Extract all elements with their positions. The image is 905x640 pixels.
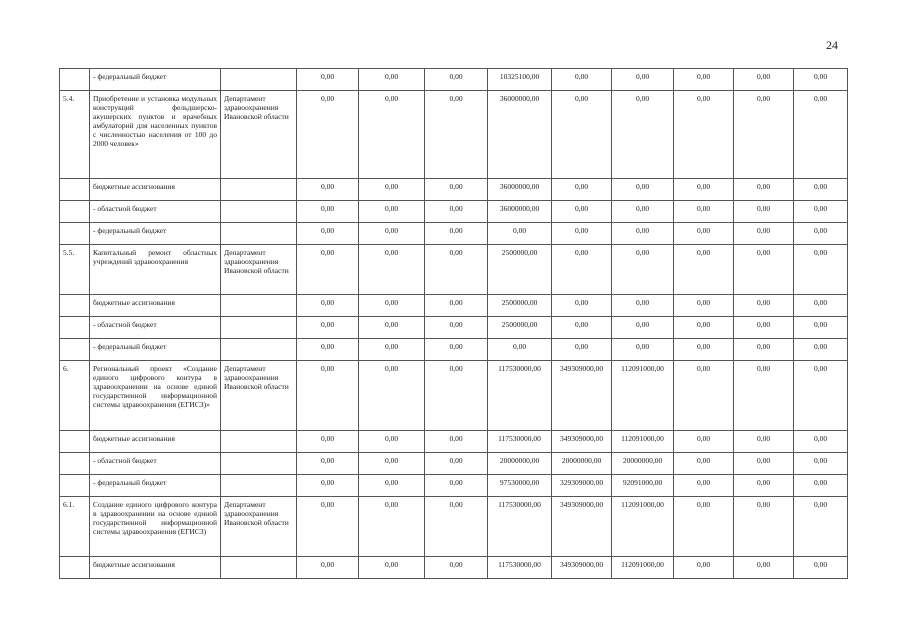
- value-cell: 0,00: [612, 223, 674, 245]
- value-cell: 10325100,00: [488, 69, 552, 91]
- value-cell: 117530000,00: [488, 557, 552, 579]
- value-cell: 0,00: [674, 223, 734, 245]
- value-cell: 0,00: [674, 339, 734, 361]
- value-cell: 0,00: [734, 69, 794, 91]
- value-cell: 112091000,00: [612, 497, 674, 557]
- executor-cell: [221, 475, 297, 497]
- table-row: [60, 69, 848, 91]
- value-cell: 0,00: [359, 69, 425, 91]
- value-cell: 0,00: [297, 475, 359, 497]
- value-cell: 0,00: [674, 91, 734, 179]
- value-cell: 112091000,00: [612, 557, 674, 579]
- value-cell: 329309000,00: [552, 475, 612, 497]
- value-cell: 0,00: [297, 179, 359, 201]
- value-cell: 0,00: [359, 361, 425, 431]
- value-cell: 0,00: [359, 295, 425, 317]
- row-number-cell: [60, 475, 90, 497]
- table-row: [60, 475, 848, 497]
- value-cell: 0,00: [674, 497, 734, 557]
- value-cell: 0,00: [794, 361, 848, 431]
- value-cell: 0,00: [734, 317, 794, 339]
- value-cell: 0,00: [359, 339, 425, 361]
- row-number-cell: [60, 223, 90, 245]
- table-row: [60, 223, 848, 245]
- row-name-cell: - федеральный бюджет: [90, 223, 221, 245]
- value-cell: 0,00: [734, 431, 794, 453]
- value-cell: 0,00: [297, 69, 359, 91]
- value-cell: 0,00: [612, 339, 674, 361]
- budget-table: [59, 68, 848, 579]
- table-row: [60, 245, 848, 295]
- row-name-cell: - федеральный бюджет: [90, 475, 221, 497]
- value-cell: 0,00: [794, 557, 848, 579]
- row-name-cell: Капитальный ремонт областных учреждений здравоохранения: [90, 245, 221, 295]
- row-name-cell: - федеральный бюджет: [90, 339, 221, 361]
- page-number: 24: [826, 38, 838, 52]
- value-cell: 0,00: [734, 245, 794, 295]
- row-number-cell: [60, 69, 90, 91]
- value-cell: 112091000,00: [612, 361, 674, 431]
- executor-cell: Департамент здравоохранения Ивановской области: [221, 361, 297, 431]
- row-name-cell: бюджетные ассигнования: [90, 431, 221, 453]
- value-cell: 349309000,00: [552, 497, 612, 557]
- executor-cell: Департамент здравоохранения Ивановской области: [221, 245, 297, 295]
- value-cell: 0,00: [425, 245, 488, 295]
- value-cell: 0,00: [297, 317, 359, 339]
- value-cell: 349309000,00: [552, 557, 612, 579]
- value-cell: 2500000,00: [488, 295, 552, 317]
- value-cell: 0,00: [425, 339, 488, 361]
- value-cell: 0,00: [674, 295, 734, 317]
- row-name-cell: бюджетные ассигнования: [90, 295, 221, 317]
- table-row: [60, 497, 848, 557]
- executor-cell: [221, 453, 297, 475]
- table-row: [60, 557, 848, 579]
- value-cell: 0,00: [794, 91, 848, 179]
- value-cell: 0,00: [552, 317, 612, 339]
- row-number-cell: [60, 453, 90, 475]
- table-row: [60, 339, 848, 361]
- value-cell: 0,00: [734, 361, 794, 431]
- value-cell: 0,00: [552, 339, 612, 361]
- value-cell: 0,00: [794, 475, 848, 497]
- value-cell: 0,00: [674, 431, 734, 453]
- row-name-cell: бюджетные ассигнования: [90, 179, 221, 201]
- executor-cell: Департамент здравоохранения Ивановской области: [221, 91, 297, 179]
- value-cell: 36000000,00: [488, 201, 552, 223]
- value-cell: 0,00: [425, 201, 488, 223]
- value-cell: 0,00: [425, 557, 488, 579]
- value-cell: 0,00: [359, 497, 425, 557]
- value-cell: 0,00: [297, 91, 359, 179]
- value-cell: 0,00: [488, 223, 552, 245]
- row-name-cell: - областной бюджет: [90, 453, 221, 475]
- value-cell: 0,00: [297, 245, 359, 295]
- value-cell: 0,00: [674, 179, 734, 201]
- value-cell: 0,00: [734, 223, 794, 245]
- table-row: [60, 453, 848, 475]
- value-cell: 0,00: [297, 223, 359, 245]
- executor-cell: [221, 223, 297, 245]
- value-cell: 0,00: [297, 201, 359, 223]
- value-cell: 0,00: [552, 223, 612, 245]
- value-cell: 0,00: [359, 431, 425, 453]
- table-row: [60, 431, 848, 453]
- row-number-cell: 5.4.: [60, 91, 90, 179]
- value-cell: 0,00: [359, 91, 425, 179]
- table-body: [60, 69, 848, 579]
- value-cell: 0,00: [734, 179, 794, 201]
- value-cell: 0,00: [612, 245, 674, 295]
- value-cell: 36000000,00: [488, 179, 552, 201]
- value-cell: 0,00: [359, 317, 425, 339]
- value-cell: 117530000,00: [488, 361, 552, 431]
- value-cell: 349309000,00: [552, 431, 612, 453]
- value-cell: 20000000,00: [552, 453, 612, 475]
- value-cell: 0,00: [674, 201, 734, 223]
- value-cell: 0,00: [612, 91, 674, 179]
- executor-cell: [221, 69, 297, 91]
- row-name-cell: Региональный проект «Создание единого цифрового контура в здравоохранении на основе единой государственной информационной системы здравоохранения (ЕГИСЗ)»: [90, 361, 221, 431]
- value-cell: 92091000,00: [612, 475, 674, 497]
- value-cell: 0,00: [734, 91, 794, 179]
- value-cell: 0,00: [612, 201, 674, 223]
- row-number-cell: [60, 339, 90, 361]
- row-number-cell: [60, 295, 90, 317]
- value-cell: 0,00: [734, 557, 794, 579]
- value-cell: 0,00: [794, 317, 848, 339]
- value-cell: 0,00: [794, 201, 848, 223]
- table-row: [60, 91, 848, 179]
- value-cell: 112091000,00: [612, 431, 674, 453]
- row-name-cell: бюджетные ассигнования: [90, 557, 221, 579]
- value-cell: 117530000,00: [488, 497, 552, 557]
- value-cell: 0,00: [425, 295, 488, 317]
- value-cell: 0,00: [794, 295, 848, 317]
- value-cell: 0,00: [425, 317, 488, 339]
- value-cell: 0,00: [297, 361, 359, 431]
- row-number-cell: [60, 557, 90, 579]
- value-cell: 0,00: [552, 69, 612, 91]
- value-cell: 0,00: [425, 431, 488, 453]
- value-cell: 0,00: [297, 295, 359, 317]
- value-cell: 0,00: [612, 317, 674, 339]
- value-cell: 0,00: [734, 339, 794, 361]
- value-cell: 0,00: [488, 339, 552, 361]
- value-cell: 0,00: [297, 339, 359, 361]
- executor-cell: [221, 339, 297, 361]
- row-number-cell: [60, 201, 90, 223]
- value-cell: 0,00: [794, 431, 848, 453]
- row-number-cell: [60, 431, 90, 453]
- value-cell: 0,00: [552, 91, 612, 179]
- table-row: [60, 361, 848, 431]
- value-cell: 0,00: [552, 245, 612, 295]
- value-cell: 0,00: [297, 453, 359, 475]
- value-cell: 20000000,00: [612, 453, 674, 475]
- value-cell: 0,00: [425, 453, 488, 475]
- row-name-cell: Создание единого цифрового контура в здравоохранении на основе единой государственной информационной системы здравоохранения (ЕГИСЗ): [90, 497, 221, 557]
- value-cell: 0,00: [425, 223, 488, 245]
- row-number-cell: [60, 317, 90, 339]
- row-name-cell: - областной бюджет: [90, 317, 221, 339]
- value-cell: 2500000,00: [488, 245, 552, 295]
- value-cell: 0,00: [794, 69, 848, 91]
- value-cell: 0,00: [612, 69, 674, 91]
- value-cell: 0,00: [359, 201, 425, 223]
- row-number-cell: [60, 179, 90, 201]
- value-cell: 97530000,00: [488, 475, 552, 497]
- value-cell: 0,00: [552, 295, 612, 317]
- value-cell: 0,00: [425, 69, 488, 91]
- value-cell: 0,00: [794, 245, 848, 295]
- row-name-cell: - федеральный бюджет: [90, 69, 221, 91]
- row-number-cell: 6.: [60, 361, 90, 431]
- value-cell: 0,00: [552, 179, 612, 201]
- table-row: [60, 317, 848, 339]
- value-cell: 36000000,00: [488, 91, 552, 179]
- value-cell: 0,00: [794, 453, 848, 475]
- value-cell: 0,00: [612, 179, 674, 201]
- executor-cell: [221, 179, 297, 201]
- value-cell: 0,00: [674, 317, 734, 339]
- value-cell: 0,00: [734, 295, 794, 317]
- executor-cell: Департамент здравоохранения Ивановской области: [221, 497, 297, 557]
- value-cell: 0,00: [674, 69, 734, 91]
- value-cell: 0,00: [297, 497, 359, 557]
- value-cell: 0,00: [297, 557, 359, 579]
- value-cell: 0,00: [359, 453, 425, 475]
- value-cell: 0,00: [794, 497, 848, 557]
- value-cell: 0,00: [297, 431, 359, 453]
- row-name-cell: Приобретение и установка модульных конструкций фельдшерско-акушерских пунктов и врачебных амбулаторий для населенных пунктов с численностью населения от 100 до 2000 человек»: [90, 91, 221, 179]
- value-cell: 0,00: [794, 179, 848, 201]
- value-cell: 0,00: [359, 245, 425, 295]
- value-cell: 20000000,00: [488, 453, 552, 475]
- value-cell: 0,00: [425, 361, 488, 431]
- row-name-cell: - областной бюджет: [90, 201, 221, 223]
- value-cell: 0,00: [734, 475, 794, 497]
- value-cell: 0,00: [425, 475, 488, 497]
- executor-cell: [221, 557, 297, 579]
- value-cell: 0,00: [674, 453, 734, 475]
- table-row: [60, 295, 848, 317]
- executor-cell: [221, 295, 297, 317]
- value-cell: 0,00: [794, 339, 848, 361]
- row-number-cell: 6.1.: [60, 497, 90, 557]
- table-row: [60, 201, 848, 223]
- value-cell: 0,00: [359, 475, 425, 497]
- value-cell: 0,00: [425, 91, 488, 179]
- value-cell: 0,00: [794, 223, 848, 245]
- value-cell: 0,00: [359, 557, 425, 579]
- value-cell: 0,00: [612, 295, 674, 317]
- value-cell: 0,00: [674, 557, 734, 579]
- value-cell: 0,00: [674, 475, 734, 497]
- table-row: [60, 179, 848, 201]
- value-cell: 0,00: [674, 245, 734, 295]
- value-cell: 0,00: [734, 453, 794, 475]
- value-cell: 0,00: [734, 497, 794, 557]
- value-cell: 0,00: [425, 179, 488, 201]
- value-cell: 2500000,00: [488, 317, 552, 339]
- value-cell: 0,00: [359, 179, 425, 201]
- value-cell: 0,00: [425, 497, 488, 557]
- executor-cell: [221, 201, 297, 223]
- executor-cell: [221, 317, 297, 339]
- value-cell: 0,00: [674, 361, 734, 431]
- value-cell: 349309000,00: [552, 361, 612, 431]
- value-cell: 0,00: [552, 201, 612, 223]
- value-cell: 0,00: [734, 201, 794, 223]
- executor-cell: [221, 431, 297, 453]
- value-cell: 0,00: [359, 223, 425, 245]
- value-cell: 117530000,00: [488, 431, 552, 453]
- row-number-cell: 5.5.: [60, 245, 90, 295]
